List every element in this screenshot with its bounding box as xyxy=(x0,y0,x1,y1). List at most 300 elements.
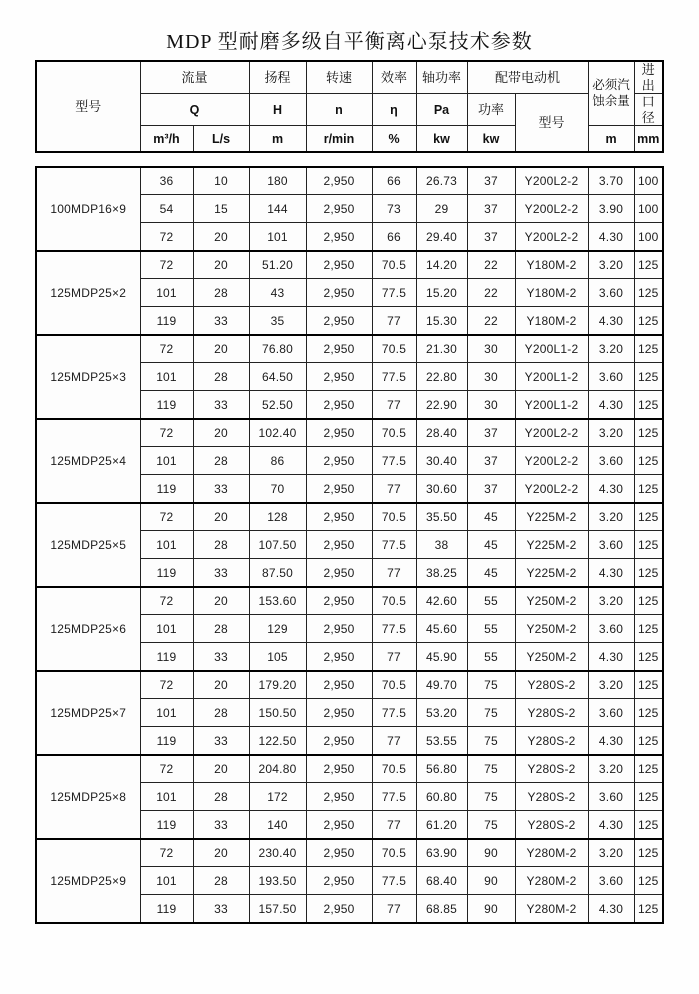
cell-efficiency-pct: 66 xyxy=(372,167,416,195)
cell-efficiency-pct: 70.5 xyxy=(372,419,416,447)
cell-speed-rpm: 2,950 xyxy=(306,895,372,923)
cell-port-diameter-mm: 125 xyxy=(634,363,663,391)
cell-efficiency-pct: 73 xyxy=(372,195,416,223)
cell-shaft-power-kw: 29.40 xyxy=(416,223,467,251)
cell-shaft-power-kw: 28.40 xyxy=(416,419,467,447)
cell-speed-rpm: 2,950 xyxy=(306,391,372,419)
pump-model-cell: 125MDP25×3 xyxy=(36,335,140,419)
cell-flow-ls: 33 xyxy=(193,475,249,503)
cell-motor-model: Y280S-2 xyxy=(515,811,588,839)
cell-flow-m3h: 119 xyxy=(140,307,193,335)
cell-motor-model: Y225M-2 xyxy=(515,531,588,559)
cell-npsh-m: 3.20 xyxy=(588,335,634,363)
cell-efficiency-pct: 77.5 xyxy=(372,279,416,307)
pump-model-cell: 125MDP25×6 xyxy=(36,587,140,671)
cell-motor-power-kw: 75 xyxy=(467,727,515,755)
cell-flow-ls: 33 xyxy=(193,391,249,419)
cell-motor-power-kw: 30 xyxy=(467,335,515,363)
header-shaft-power-symbol: Pa xyxy=(416,94,467,126)
cell-flow-m3h: 72 xyxy=(140,223,193,251)
table-row xyxy=(36,755,663,783)
header-motor-power-label: 功率 xyxy=(467,94,515,126)
cell-flow-m3h: 101 xyxy=(140,279,193,307)
cell-flow-ls: 20 xyxy=(193,223,249,251)
cell-npsh-m: 3.60 xyxy=(588,531,634,559)
cell-efficiency-pct: 77.5 xyxy=(372,363,416,391)
pump-model-cell: 125MDP25×4 xyxy=(36,419,140,503)
cell-npsh-m: 3.20 xyxy=(588,587,634,615)
cell-shaft-power-kw: 63.90 xyxy=(416,839,467,867)
cell-motor-power-kw: 37 xyxy=(467,167,515,195)
cell-shaft-power-kw: 38.25 xyxy=(416,559,467,587)
cell-efficiency-pct: 70.5 xyxy=(372,335,416,363)
cell-motor-model: Y200L2-2 xyxy=(515,475,588,503)
cell-speed-rpm: 2,950 xyxy=(306,559,372,587)
cell-speed-rpm: 2,950 xyxy=(306,671,372,699)
cell-npsh-m: 4.30 xyxy=(588,223,634,251)
table-row xyxy=(36,503,663,531)
header-speed-symbol: n xyxy=(306,94,372,126)
cell-efficiency-pct: 77 xyxy=(372,475,416,503)
cell-motor-power-kw: 30 xyxy=(467,363,515,391)
cell-npsh-m: 4.30 xyxy=(588,643,634,671)
cell-speed-rpm: 2,950 xyxy=(306,335,372,363)
cell-head-m: 107.50 xyxy=(249,531,306,559)
header-port-top-label: 进出 xyxy=(634,61,663,94)
cell-flow-ls: 33 xyxy=(193,559,249,587)
cell-head-m: 140 xyxy=(249,811,306,839)
cell-motor-power-kw: 90 xyxy=(467,895,515,923)
cell-speed-rpm: 2,950 xyxy=(306,195,372,223)
cell-npsh-m: 3.70 xyxy=(588,167,634,195)
cell-head-m: 35 xyxy=(249,307,306,335)
cell-npsh-m: 4.30 xyxy=(588,475,634,503)
cell-shaft-power-kw: 49.70 xyxy=(416,671,467,699)
cell-head-m: 128 xyxy=(249,503,306,531)
cell-head-m: 52.50 xyxy=(249,391,306,419)
cell-motor-model: Y200L2-2 xyxy=(515,167,588,195)
cell-motor-model: Y280S-2 xyxy=(515,783,588,811)
cell-npsh-m: 3.60 xyxy=(588,447,634,475)
cell-flow-m3h: 36 xyxy=(140,167,193,195)
cell-motor-model: Y280M-2 xyxy=(515,895,588,923)
cell-motor-power-kw: 55 xyxy=(467,615,515,643)
cell-port-diameter-mm: 100 xyxy=(634,195,663,223)
cell-motor-power-kw: 55 xyxy=(467,587,515,615)
cell-motor-model: Y280S-2 xyxy=(515,671,588,699)
pump-model-cell: 125MDP25×5 xyxy=(36,503,140,587)
cell-motor-model: Y200L2-2 xyxy=(515,419,588,447)
cell-speed-rpm: 2,950 xyxy=(306,251,372,279)
cell-flow-ls: 33 xyxy=(193,307,249,335)
cell-motor-model: Y180M-2 xyxy=(515,279,588,307)
cell-head-m: 153.60 xyxy=(249,587,306,615)
cell-flow-ls: 33 xyxy=(193,811,249,839)
cell-speed-rpm: 2,950 xyxy=(306,699,372,727)
cell-efficiency-pct: 77.5 xyxy=(372,867,416,895)
pump-spec-table xyxy=(35,166,664,924)
cell-motor-power-kw: 22 xyxy=(467,279,515,307)
cell-motor-power-kw: 45 xyxy=(467,531,515,559)
header-motor-model-label: 型号 xyxy=(515,94,588,152)
cell-motor-power-kw: 37 xyxy=(467,195,515,223)
cell-speed-rpm: 2,950 xyxy=(306,475,372,503)
cell-efficiency-pct: 77.5 xyxy=(372,447,416,475)
cell-head-m: 51.20 xyxy=(249,251,306,279)
cell-flow-m3h: 72 xyxy=(140,839,193,867)
cell-speed-rpm: 2,950 xyxy=(306,307,372,335)
unit-npsh: m xyxy=(588,126,634,152)
cell-motor-model: Y280S-2 xyxy=(515,727,588,755)
cell-motor-power-kw: 45 xyxy=(467,559,515,587)
table-row xyxy=(36,419,663,447)
cell-speed-rpm: 2,950 xyxy=(306,447,372,475)
cell-speed-rpm: 2,950 xyxy=(306,755,372,783)
cell-motor-power-kw: 22 xyxy=(467,251,515,279)
cell-port-diameter-mm: 125 xyxy=(634,419,663,447)
header-motor-label: 配带电动机 xyxy=(467,61,588,94)
cell-efficiency-pct: 70.5 xyxy=(372,587,416,615)
cell-flow-ls: 20 xyxy=(193,671,249,699)
cell-flow-m3h: 119 xyxy=(140,727,193,755)
cell-head-m: 157.50 xyxy=(249,895,306,923)
cell-speed-rpm: 2,950 xyxy=(306,615,372,643)
cell-port-diameter-mm: 100 xyxy=(634,167,663,195)
cell-flow-m3h: 119 xyxy=(140,391,193,419)
cell-port-diameter-mm: 125 xyxy=(634,811,663,839)
cell-shaft-power-kw: 35.50 xyxy=(416,503,467,531)
page-title: MDP 型耐磨多级自平衡离心泵技术参数 xyxy=(166,31,533,53)
header-flow-label: 流量 xyxy=(140,61,249,94)
header-efficiency-symbol: η xyxy=(372,94,416,126)
cell-port-diameter-mm: 125 xyxy=(634,643,663,671)
cell-shaft-power-kw: 22.80 xyxy=(416,363,467,391)
cell-efficiency-pct: 77 xyxy=(372,391,416,419)
unit-shaft-power: kw xyxy=(416,126,467,152)
cell-flow-m3h: 72 xyxy=(140,503,193,531)
cell-flow-m3h: 101 xyxy=(140,867,193,895)
unit-flow-ls: L/s xyxy=(193,126,249,152)
cell-flow-ls: 28 xyxy=(193,699,249,727)
cell-head-m: 193.50 xyxy=(249,867,306,895)
cell-motor-power-kw: 30 xyxy=(467,391,515,419)
spec-header-table xyxy=(35,60,664,153)
cell-motor-model: Y200L2-2 xyxy=(515,447,588,475)
cell-motor-power-kw: 75 xyxy=(467,783,515,811)
cell-flow-m3h: 72 xyxy=(140,671,193,699)
cell-flow-ls: 20 xyxy=(193,503,249,531)
table-row xyxy=(36,335,663,363)
cell-head-m: 180 xyxy=(249,167,306,195)
cell-motor-power-kw: 45 xyxy=(467,503,515,531)
cell-head-m: 172 xyxy=(249,783,306,811)
cell-speed-rpm: 2,950 xyxy=(306,587,372,615)
cell-flow-ls: 33 xyxy=(193,643,249,671)
cell-flow-ls: 28 xyxy=(193,531,249,559)
cell-efficiency-pct: 70.5 xyxy=(372,839,416,867)
cell-motor-model: Y200L1-2 xyxy=(515,335,588,363)
cell-speed-rpm: 2,950 xyxy=(306,531,372,559)
cell-flow-m3h: 119 xyxy=(140,895,193,923)
cell-head-m: 87.50 xyxy=(249,559,306,587)
header-head-symbol: H xyxy=(249,94,306,126)
cell-head-m: 102.40 xyxy=(249,419,306,447)
cell-motor-model: Y200L1-2 xyxy=(515,391,588,419)
cell-flow-ls: 15 xyxy=(193,195,249,223)
unit-head: m xyxy=(249,126,306,152)
cell-head-m: 64.50 xyxy=(249,363,306,391)
cell-shaft-power-kw: 60.80 xyxy=(416,783,467,811)
header-flow-symbol: Q xyxy=(140,94,249,126)
cell-motor-model: Y225M-2 xyxy=(515,559,588,587)
cell-head-m: 204.80 xyxy=(249,755,306,783)
cell-efficiency-pct: 77 xyxy=(372,307,416,335)
cell-npsh-m: 3.60 xyxy=(588,867,634,895)
cell-motor-model: Y250M-2 xyxy=(515,587,588,615)
cell-port-diameter-mm: 125 xyxy=(634,699,663,727)
cell-port-diameter-mm: 125 xyxy=(634,559,663,587)
cell-motor-model: Y200L1-2 xyxy=(515,363,588,391)
cell-npsh-m: 4.30 xyxy=(588,559,634,587)
cell-motor-model: Y225M-2 xyxy=(515,503,588,531)
cell-npsh-m: 3.60 xyxy=(588,279,634,307)
cell-speed-rpm: 2,950 xyxy=(306,811,372,839)
cell-head-m: 43 xyxy=(249,279,306,307)
cell-flow-m3h: 101 xyxy=(140,447,193,475)
cell-shaft-power-kw: 45.60 xyxy=(416,615,467,643)
cell-npsh-m: 3.20 xyxy=(588,503,634,531)
table-row xyxy=(36,251,663,279)
table-row xyxy=(36,587,663,615)
cell-speed-rpm: 2,950 xyxy=(306,363,372,391)
unit-motor-power: kw xyxy=(467,126,515,152)
cell-flow-ls: 20 xyxy=(193,419,249,447)
cell-efficiency-pct: 77.5 xyxy=(372,699,416,727)
cell-flow-ls: 33 xyxy=(193,727,249,755)
cell-motor-power-kw: 37 xyxy=(467,475,515,503)
cell-flow-m3h: 72 xyxy=(140,755,193,783)
cell-flow-ls: 20 xyxy=(193,839,249,867)
cell-motor-model: Y200L2-2 xyxy=(515,195,588,223)
table-row xyxy=(36,839,663,867)
cell-head-m: 101 xyxy=(249,223,306,251)
table-row xyxy=(36,671,663,699)
cell-flow-m3h: 119 xyxy=(140,643,193,671)
cell-shaft-power-kw: 68.85 xyxy=(416,895,467,923)
cell-efficiency-pct: 70.5 xyxy=(372,671,416,699)
cell-port-diameter-mm: 125 xyxy=(634,587,663,615)
cell-npsh-m: 3.20 xyxy=(588,755,634,783)
cell-motor-power-kw: 90 xyxy=(467,867,515,895)
cell-motor-model: Y200L2-2 xyxy=(515,223,588,251)
cell-flow-ls: 28 xyxy=(193,363,249,391)
cell-npsh-m: 3.60 xyxy=(588,615,634,643)
cell-motor-model: Y180M-2 xyxy=(515,307,588,335)
cell-motor-power-kw: 55 xyxy=(467,643,515,671)
cell-shaft-power-kw: 56.80 xyxy=(416,755,467,783)
unit-port: mm xyxy=(634,126,663,152)
cell-flow-ls: 28 xyxy=(193,447,249,475)
cell-efficiency-pct: 70.5 xyxy=(372,503,416,531)
cell-shaft-power-kw: 38 xyxy=(416,531,467,559)
header-port-bottom-label: 口径 xyxy=(634,94,663,126)
cell-speed-rpm: 2,950 xyxy=(306,783,372,811)
cell-flow-ls: 28 xyxy=(193,279,249,307)
cell-motor-model: Y280S-2 xyxy=(515,755,588,783)
cell-motor-power-kw: 90 xyxy=(467,839,515,867)
cell-efficiency-pct: 77.5 xyxy=(372,531,416,559)
header-head-label: 扬程 xyxy=(249,61,306,94)
cell-port-diameter-mm: 125 xyxy=(634,447,663,475)
cell-shaft-power-kw: 14.20 xyxy=(416,251,467,279)
cell-flow-ls: 33 xyxy=(193,895,249,923)
pump-model-cell: 125MDP25×9 xyxy=(36,839,140,923)
cell-head-m: 76.80 xyxy=(249,335,306,363)
cell-npsh-m: 4.30 xyxy=(588,307,634,335)
cell-flow-ls: 20 xyxy=(193,251,249,279)
cell-flow-ls: 20 xyxy=(193,335,249,363)
cell-port-diameter-mm: 125 xyxy=(634,251,663,279)
cell-head-m: 86 xyxy=(249,447,306,475)
cell-speed-rpm: 2,950 xyxy=(306,279,372,307)
cell-motor-power-kw: 75 xyxy=(467,671,515,699)
cell-npsh-m: 3.20 xyxy=(588,251,634,279)
cell-shaft-power-kw: 53.20 xyxy=(416,699,467,727)
cell-motor-model: Y250M-2 xyxy=(515,615,588,643)
cell-shaft-power-kw: 15.30 xyxy=(416,307,467,335)
cell-npsh-m: 4.30 xyxy=(588,727,634,755)
cell-npsh-m: 3.60 xyxy=(588,699,634,727)
header-shaft-power-label: 轴功率 xyxy=(416,61,467,94)
cell-head-m: 150.50 xyxy=(249,699,306,727)
cell-port-diameter-mm: 125 xyxy=(634,867,663,895)
cell-npsh-m: 3.60 xyxy=(588,363,634,391)
cell-port-diameter-mm: 125 xyxy=(634,671,663,699)
cell-shaft-power-kw: 61.20 xyxy=(416,811,467,839)
cell-flow-m3h: 72 xyxy=(140,335,193,363)
cell-flow-m3h: 119 xyxy=(140,559,193,587)
cell-shaft-power-kw: 53.55 xyxy=(416,727,467,755)
cell-port-diameter-mm: 125 xyxy=(634,391,663,419)
cell-efficiency-pct: 70.5 xyxy=(372,755,416,783)
cell-flow-ls: 20 xyxy=(193,755,249,783)
cell-flow-m3h: 101 xyxy=(140,531,193,559)
cell-motor-model: Y250M-2 xyxy=(515,643,588,671)
cell-efficiency-pct: 77.5 xyxy=(372,615,416,643)
cell-flow-m3h: 101 xyxy=(140,699,193,727)
cell-flow-ls: 28 xyxy=(193,867,249,895)
unit-efficiency: % xyxy=(372,126,416,152)
cell-efficiency-pct: 77.5 xyxy=(372,783,416,811)
header-npsh-label: 必须汽蚀余量 xyxy=(588,61,634,126)
unit-flow-m3h: m³/h xyxy=(140,126,193,152)
cell-head-m: 129 xyxy=(249,615,306,643)
cell-npsh-m: 3.20 xyxy=(588,419,634,447)
cell-shaft-power-kw: 21.30 xyxy=(416,335,467,363)
cell-shaft-power-kw: 15.20 xyxy=(416,279,467,307)
cell-motor-power-kw: 75 xyxy=(467,811,515,839)
cell-speed-rpm: 2,950 xyxy=(306,167,372,195)
cell-efficiency-pct: 77 xyxy=(372,895,416,923)
cell-motor-model: Y280S-2 xyxy=(515,699,588,727)
cell-shaft-power-kw: 30.60 xyxy=(416,475,467,503)
cell-head-m: 105 xyxy=(249,643,306,671)
cell-efficiency-pct: 70.5 xyxy=(372,251,416,279)
cell-flow-m3h: 101 xyxy=(140,615,193,643)
cell-motor-power-kw: 75 xyxy=(467,699,515,727)
cell-motor-model: Y280M-2 xyxy=(515,839,588,867)
cell-speed-rpm: 2,950 xyxy=(306,839,372,867)
cell-speed-rpm: 2,950 xyxy=(306,643,372,671)
cell-head-m: 230.40 xyxy=(249,839,306,867)
cell-shaft-power-kw: 22.90 xyxy=(416,391,467,419)
cell-head-m: 70 xyxy=(249,475,306,503)
cell-port-diameter-mm: 125 xyxy=(634,335,663,363)
header-speed-label: 转速 xyxy=(306,61,372,94)
pump-model-cell: 125MDP25×2 xyxy=(36,251,140,335)
cell-port-diameter-mm: 125 xyxy=(634,503,663,531)
cell-motor-power-kw: 75 xyxy=(467,755,515,783)
cell-speed-rpm: 2,950 xyxy=(306,503,372,531)
cell-speed-rpm: 2,950 xyxy=(306,223,372,251)
cell-npsh-m: 4.30 xyxy=(588,391,634,419)
cell-efficiency-pct: 66 xyxy=(372,223,416,251)
pump-model-cell: 125MDP25×7 xyxy=(36,671,140,755)
cell-flow-m3h: 101 xyxy=(140,783,193,811)
cell-npsh-m: 3.20 xyxy=(588,839,634,867)
cell-head-m: 144 xyxy=(249,195,306,223)
cell-efficiency-pct: 77 xyxy=(372,643,416,671)
cell-flow-m3h: 54 xyxy=(140,195,193,223)
cell-flow-m3h: 119 xyxy=(140,475,193,503)
cell-port-diameter-mm: 100 xyxy=(634,223,663,251)
cell-port-diameter-mm: 125 xyxy=(634,895,663,923)
cell-port-diameter-mm: 125 xyxy=(634,279,663,307)
cell-motor-power-kw: 37 xyxy=(467,223,515,251)
cell-efficiency-pct: 77 xyxy=(372,811,416,839)
cell-flow-ls: 10 xyxy=(193,167,249,195)
cell-shaft-power-kw: 42.60 xyxy=(416,587,467,615)
cell-flow-ls: 20 xyxy=(193,587,249,615)
cell-motor-model: Y280M-2 xyxy=(515,867,588,895)
cell-efficiency-pct: 77 xyxy=(372,559,416,587)
cell-motor-model: Y180M-2 xyxy=(515,251,588,279)
table-row xyxy=(36,167,663,195)
cell-port-diameter-mm: 125 xyxy=(634,531,663,559)
cell-flow-m3h: 101 xyxy=(140,363,193,391)
cell-port-diameter-mm: 125 xyxy=(634,727,663,755)
cell-motor-power-kw: 37 xyxy=(467,419,515,447)
cell-npsh-m: 3.20 xyxy=(588,671,634,699)
cell-speed-rpm: 2,950 xyxy=(306,419,372,447)
header-model-label: 型号 xyxy=(36,61,140,152)
cell-npsh-m: 3.60 xyxy=(588,783,634,811)
cell-shaft-power-kw: 29 xyxy=(416,195,467,223)
cell-flow-m3h: 72 xyxy=(140,587,193,615)
cell-speed-rpm: 2,950 xyxy=(306,727,372,755)
cell-port-diameter-mm: 125 xyxy=(634,755,663,783)
cell-npsh-m: 4.30 xyxy=(588,811,634,839)
cell-speed-rpm: 2,950 xyxy=(306,867,372,895)
cell-head-m: 179.20 xyxy=(249,671,306,699)
cell-efficiency-pct: 77 xyxy=(372,727,416,755)
cell-flow-ls: 28 xyxy=(193,615,249,643)
unit-speed: r/min xyxy=(306,126,372,152)
cell-port-diameter-mm: 125 xyxy=(634,475,663,503)
cell-head-m: 122.50 xyxy=(249,727,306,755)
cell-shaft-power-kw: 30.40 xyxy=(416,447,467,475)
cell-port-diameter-mm: 125 xyxy=(634,839,663,867)
